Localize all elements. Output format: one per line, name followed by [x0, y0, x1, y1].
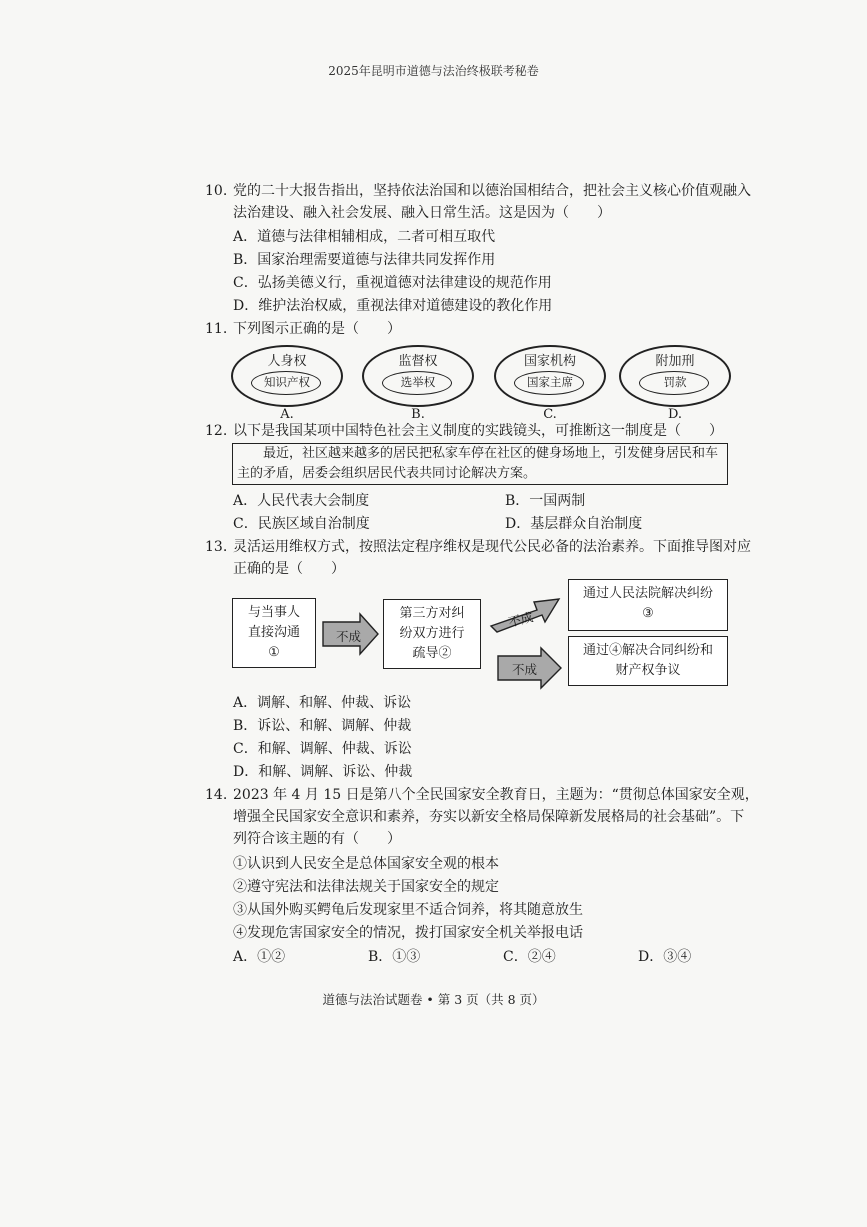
- question-stem-line: 党的二十大报告指出，坚持依法治国和以德治国相结合，把社会主义核心价值观融入: [233, 183, 751, 199]
- outer-label: 附加刑: [655, 354, 695, 369]
- flow-box-line: 疏导②: [412, 646, 452, 661]
- option-a[interactable]: A．调解、和解、仲裁、诉讼: [233, 695, 412, 711]
- inner-label: 国家主席: [527, 375, 573, 389]
- question-12: [205, 420, 723, 442]
- diagram-letter: B.: [411, 407, 425, 422]
- statement-1: ①认识到人民安全是总体国家安全观的根本: [233, 856, 499, 872]
- option-a[interactable]: A．①②: [233, 949, 286, 965]
- question-number: 11.: [205, 321, 228, 337]
- flow-box-line: 第三方对纠: [399, 606, 465, 621]
- flow-box-line: 直接沟通: [247, 625, 300, 640]
- page-footer: 道德与法治试题卷 • 第 3 页（共 8 页）: [322, 992, 545, 1007]
- inner-label: 知识产权: [264, 375, 310, 389]
- page-header: 2025年昆明市道德与法治终极联考秘卷: [328, 64, 539, 78]
- option-d[interactable]: D．③④: [638, 949, 692, 965]
- inner-label: 选举权: [400, 375, 436, 389]
- diagram-letter: D.: [667, 407, 683, 422]
- option-c[interactable]: C．民族区域自治制度: [233, 516, 370, 532]
- inner-label: 罚款: [663, 375, 687, 389]
- outer-label: 人身权: [267, 354, 307, 369]
- flow-box-line: 纷双方进行: [399, 626, 465, 641]
- flow-box-direct-communication: [232, 598, 316, 668]
- option-d[interactable]: D．维护法治权威，重视法律对道德建设的教化作用: [233, 298, 553, 314]
- question-number: 14.: [205, 787, 228, 803]
- question-stem-line: 灵活运用维权方式，按照法定程序维权是现代公民必备的法治素养。下面推导图对应: [233, 539, 751, 555]
- diagram-option-b[interactable]: [362, 345, 474, 422]
- question-stem-line: 法治建设、融入社会发展、融入日常生活。这是因为（ ）: [233, 205, 611, 221]
- option-c[interactable]: C．弘扬美德义行，重视道德对法律建设的规范作用: [233, 275, 552, 291]
- option-a[interactable]: A．人民代表大会制度: [233, 493, 370, 509]
- question-stem: 以下是我国某项中国特色社会主义制度的实践镜头，可推断这一制度是（ ）: [233, 423, 723, 439]
- statement-3: ③从国外购买鳄龟后发现家里不适合饲养，将其随意放生: [233, 902, 583, 918]
- diagram-option-a[interactable]: [231, 345, 343, 422]
- flow-arrow-label: 不成: [336, 629, 362, 644]
- flow-arrow-label: 不成: [512, 662, 538, 677]
- outer-label: 国家机构: [523, 354, 576, 369]
- option-c[interactable]: C．②④: [503, 949, 556, 965]
- question-number: 12.: [205, 423, 228, 439]
- option-b[interactable]: B．①③: [368, 949, 421, 965]
- option-a[interactable]: A．道德与法律相辅相成，二者可相互取代: [233, 229, 496, 245]
- flow-box-court: [568, 579, 728, 631]
- statement-2: ②遵守宪法和法律法规关于国家安全的规定: [233, 879, 499, 895]
- flow-box-line: 通过人民法院解决纠纷: [582, 586, 713, 601]
- scenario-passage: 最近，社区越来越多的居民把私家车停在社区的健身场地上，引发健身居民和车主的矛盾，居委会组织居民代表共同讨论解决方案。: [232, 443, 728, 485]
- flow-box-line: 财产权争议: [615, 663, 681, 678]
- question-14: [205, 784, 759, 850]
- question-stem-line: 正确的是（ ）: [233, 561, 345, 577]
- flow-arrow-label: 不成: [506, 609, 535, 630]
- flow-box-line: 通过④解决合同纠纷和: [582, 643, 713, 658]
- statement-4: ④发现危害国家安全的情况，拨打国家安全机关举报电话: [233, 925, 583, 941]
- question-10: [205, 180, 753, 224]
- question-stem: 下列图示正确的是（ ）: [233, 321, 401, 337]
- question-number: 10.: [205, 183, 228, 199]
- diagram-option-d[interactable]: [619, 345, 731, 422]
- question-stem-line: 2023 年 4 月 15 日是第八个全民国家安全教育日，主题为：“贯彻总体国家安全观，: [233, 787, 759, 803]
- question-stem-line: 增强全民国家安全意识和素养，夯实以新安全格局保障新发展格局的社会基础”。下: [233, 809, 745, 825]
- diagram-letter: C.: [543, 407, 557, 422]
- option-b[interactable]: B．一国两制: [505, 493, 586, 509]
- outer-label: 监督权: [398, 354, 438, 369]
- flow-box-third-party: [383, 599, 481, 669]
- question-stem-line: 列符合该主题的有（ ）: [233, 831, 401, 847]
- diagram-option-c[interactable]: [494, 345, 606, 422]
- question-13: [205, 536, 753, 580]
- question-number: 13.: [205, 539, 228, 555]
- option-b[interactable]: B．诉讼、和解、调解、仲裁: [233, 718, 412, 734]
- option-d[interactable]: D．和解、调解、诉讼、仲裁: [233, 764, 413, 780]
- flow-box-line: ①: [268, 645, 280, 660]
- question-11: [205, 318, 401, 340]
- option-c[interactable]: C．和解、调解、仲裁、诉讼: [233, 741, 412, 757]
- flow-box-line: ③: [642, 606, 654, 621]
- option-d[interactable]: D．基层群众自治制度: [505, 516, 643, 532]
- diagram-letter: A.: [280, 407, 294, 422]
- flow-box-contract-dispute: [568, 636, 728, 686]
- flow-box-line: 与当事人: [247, 605, 300, 620]
- option-b[interactable]: B．国家治理需要道德与法律共同发挥作用: [233, 252, 496, 268]
